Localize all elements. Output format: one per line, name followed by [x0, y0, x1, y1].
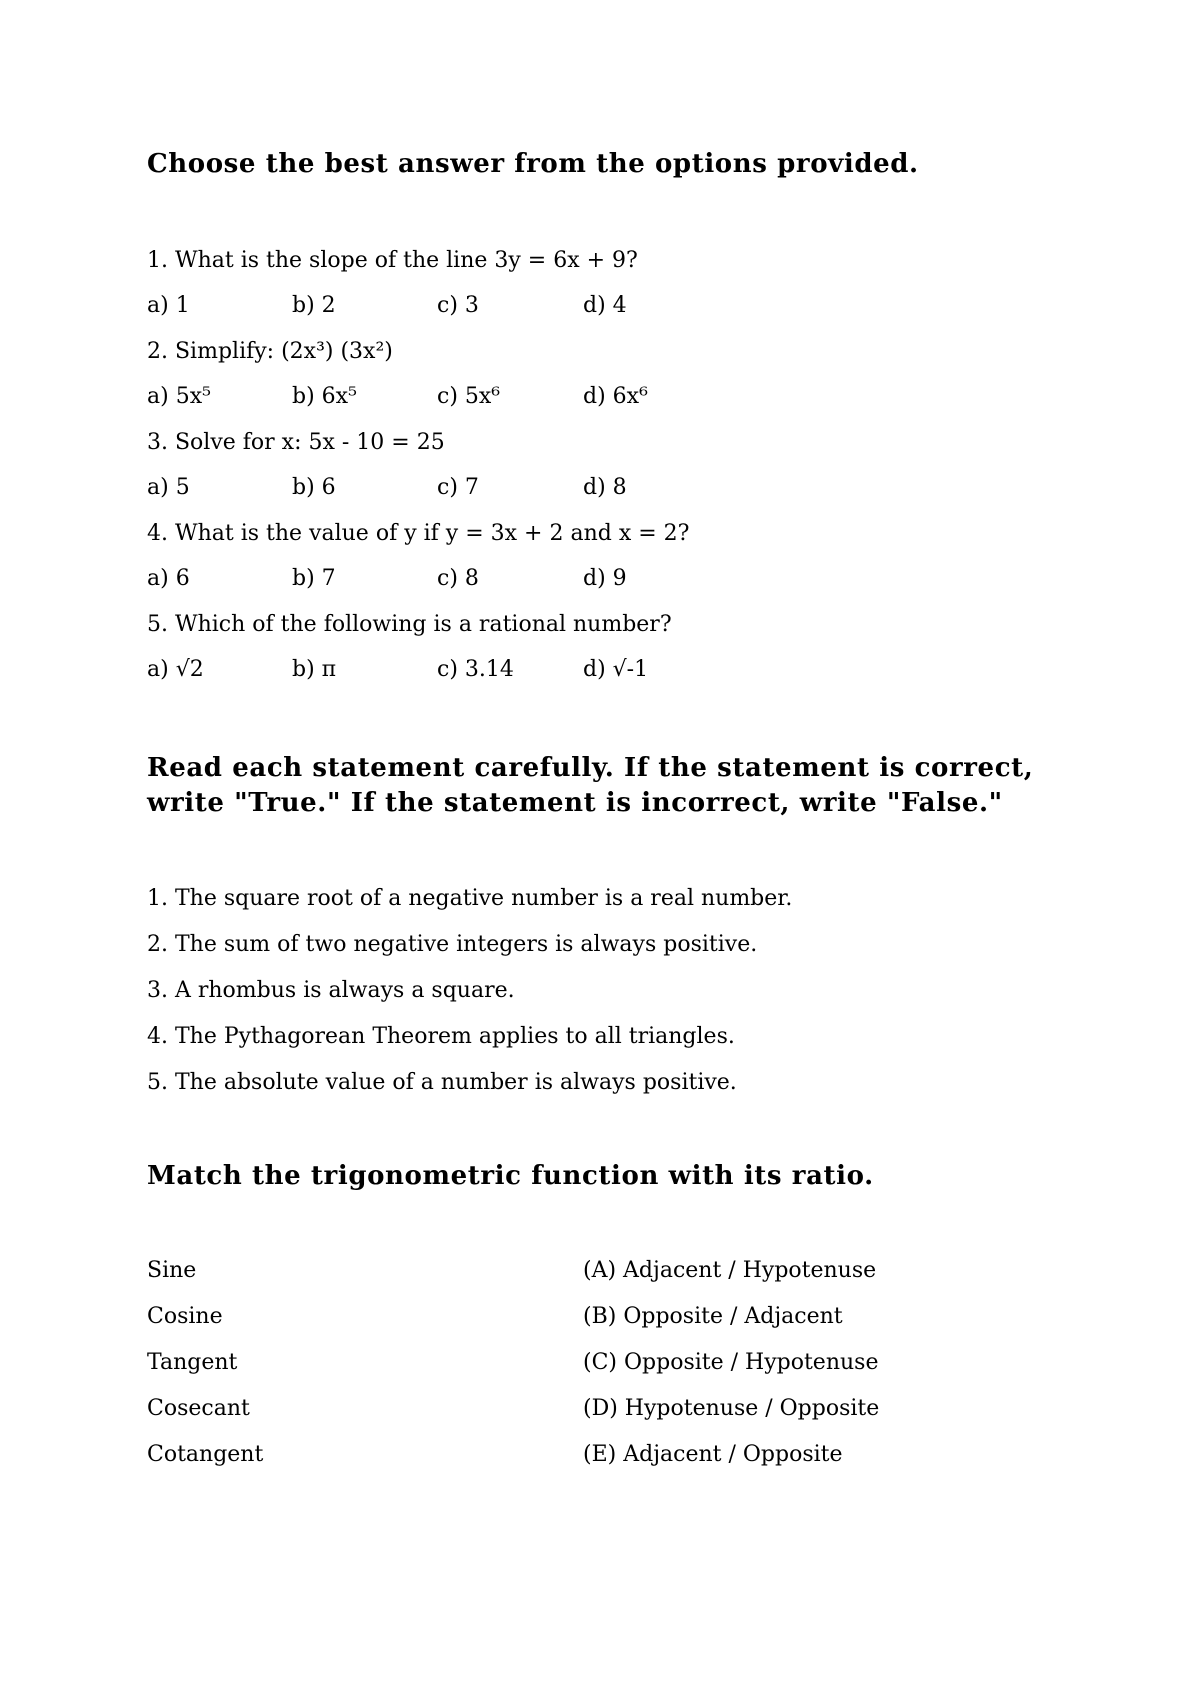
- match-row-3: [147, 1348, 1047, 1378]
- match-row-4: [147, 1394, 1047, 1424]
- mc-option-c: c) 3: [437, 293, 479, 318]
- tf-statement-3: 3. A rhombus is always a square.: [147, 978, 515, 1003]
- tf-statement-5: 5. The absolute value of a number is always positive.: [147, 1070, 737, 1095]
- match-function: Cotangent: [147, 1442, 264, 1467]
- section2-heading-line1: Read each statement carefully. If the statement is correct,: [147, 753, 1034, 783]
- mc-options-4: [147, 564, 847, 594]
- mc-option-c: c) 5x⁶: [437, 384, 501, 409]
- match-ratio: (E) Adjacent / Opposite: [583, 1442, 843, 1467]
- section3-heading: Match the trigonometric function with its ratio.: [147, 1161, 874, 1191]
- match-ratio: (D) Hypotenuse / Opposite: [583, 1396, 880, 1421]
- mc-option-d: d) 6x⁶: [583, 384, 648, 409]
- mc-question-4: 4. What is the value of y if y = 3x + 2 and x = 2?: [147, 521, 690, 546]
- mc-option-a: a) 6: [147, 566, 190, 591]
- mc-options-3: [147, 473, 847, 503]
- mc-option-b: b) π: [292, 657, 337, 682]
- match-function: Sine: [147, 1258, 197, 1283]
- mc-question-3: 3. Solve for x: 5x - 10 = 25: [147, 430, 445, 455]
- mc-option-b: b) 2: [292, 293, 336, 318]
- match-row-2: [147, 1302, 1047, 1332]
- mc-options-5: [147, 655, 847, 685]
- match-ratio: (C) Opposite / Hypotenuse: [583, 1350, 879, 1375]
- mc-option-a: a) 5: [147, 475, 190, 500]
- mc-option-d: d) 9: [583, 566, 627, 591]
- match-function: Cosine: [147, 1304, 223, 1329]
- mc-option-a: a) 1: [147, 293, 190, 318]
- match-function: Cosecant: [147, 1396, 250, 1421]
- mc-option-d: d) 8: [583, 475, 627, 500]
- mc-option-c: c) 8: [437, 566, 479, 591]
- tf-statement-4: 4. The Pythagorean Theorem applies to all triangles.: [147, 1024, 735, 1049]
- match-function: Tangent: [147, 1350, 238, 1375]
- tf-statement-2: 2. The sum of two negative integers is always positive.: [147, 932, 758, 957]
- mc-option-b: b) 6x⁵: [292, 384, 357, 409]
- mc-option-b: b) 7: [292, 566, 336, 591]
- match-row-5: [147, 1440, 1047, 1470]
- mc-option-a: a) 5x⁵: [147, 384, 211, 409]
- mc-option-d: d) 4: [583, 293, 627, 318]
- match-row-1: [147, 1256, 1047, 1286]
- mc-option-d: d) √-1: [583, 657, 649, 682]
- mc-options-2: [147, 382, 847, 412]
- mc-question-1: 1. What is the slope of the line 3y = 6x + 9?: [147, 248, 638, 273]
- match-ratio: (A) Adjacent / Hypotenuse: [583, 1258, 877, 1283]
- section1-heading: Choose the best answer from the options provided.: [147, 149, 919, 179]
- section2-heading-line2: write "True." If the statement is incorrect, write "False.": [147, 788, 1003, 818]
- mc-options-1: [147, 291, 847, 321]
- mc-option-a: a) √2: [147, 657, 204, 682]
- match-ratio: (B) Opposite / Adjacent: [583, 1304, 843, 1329]
- mc-question-5: 5. Which of the following is a rational number?: [147, 612, 672, 637]
- mc-question-2: 2. Simplify: (2x³) (3x²): [147, 339, 393, 364]
- mc-option-c: c) 3.14: [437, 657, 514, 682]
- tf-statement-1: 1. The square root of a negative number is a real number.: [147, 886, 793, 911]
- mc-option-c: c) 7: [437, 475, 479, 500]
- mc-option-b: b) 6: [292, 475, 336, 500]
